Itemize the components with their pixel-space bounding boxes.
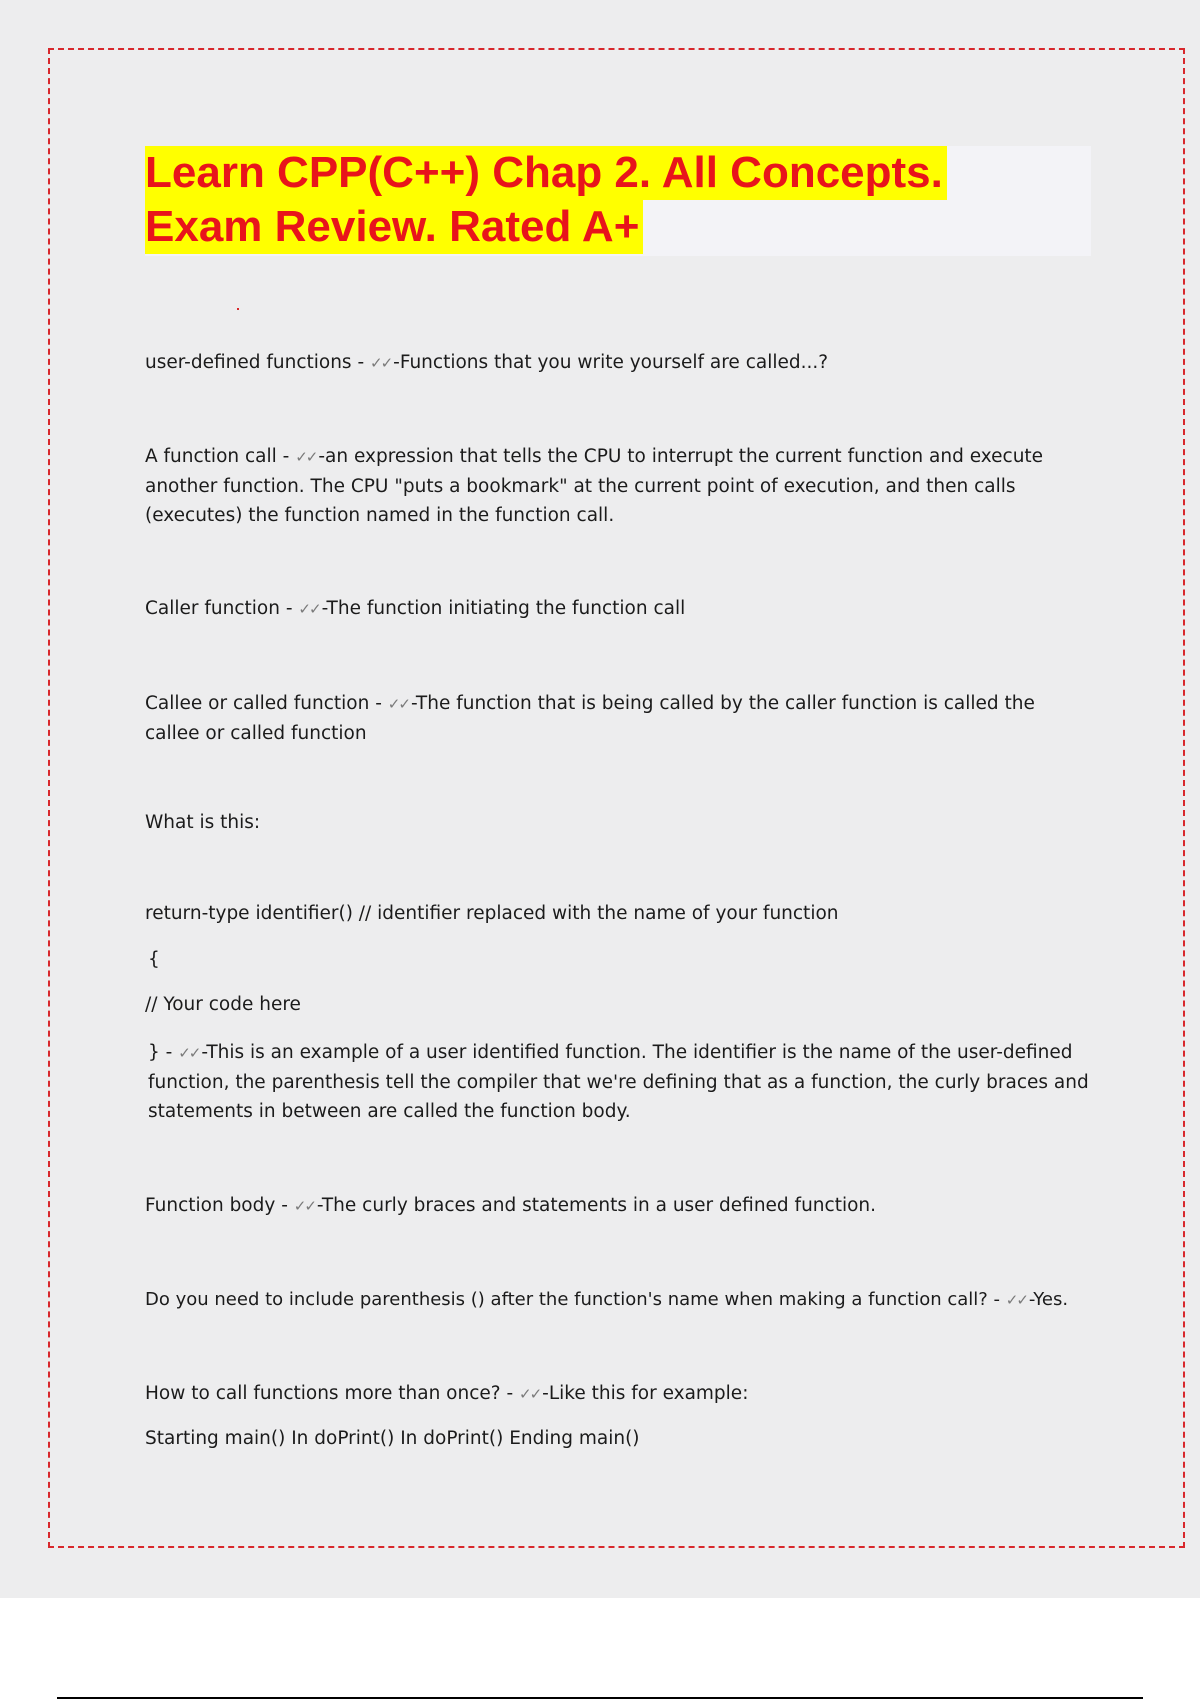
page-border (48, 48, 1185, 1548)
qa-answer: -an expression that tells the CPU to interrupt the current function and execute another function. The CPU "puts a bookmark" at the current point of execution, and then calls (executes) the function named in the function call. (145, 446, 1044, 526)
double-check-icon: ✓✓ (293, 1197, 315, 1215)
qa-item-function-call (145, 442, 1095, 530)
double-check-icon: ✓✓ (298, 600, 320, 618)
qa-term: Do you need to include parenthesis () after the function's name when making a function call? - (145, 1289, 1006, 1310)
qa-answer: -The function that is being called by the caller function is called the callee or called function (145, 693, 1035, 744)
document-title-line-2: Exam Review. Rated A+ (145, 200, 643, 254)
qa-item-caller-function (145, 594, 1095, 624)
document-title-line-1: Learn CPP(C++) Chap 2. All Concepts. (145, 146, 947, 200)
stray-red-dot (237, 308, 239, 310)
qa-item-call-more-than-once (145, 1379, 1095, 1409)
code-close-brace: } - (148, 1042, 179, 1063)
double-check-icon: ✓✓ (1005, 1291, 1027, 1309)
code-line-signature: return-type identifier() // identifier replaced with the name of your function (145, 903, 839, 924)
qa-answer: -Yes. (1028, 1289, 1069, 1310)
double-check-icon: ✓✓ (519, 1385, 541, 1403)
qa-answer: -The function initiating the function call (321, 598, 686, 619)
qa-answer: -The curly braces and statements in a user defined function. (316, 1195, 877, 1216)
qa-answer: -This is an example of a user identified function. The identifier is the name of the user-defined function, the parenthesis tell the compiler that we're defining that as a function, the curly braces and statements in between are called the function body. (148, 1042, 1089, 1122)
qa-prompt-what-is-this: What is this: (145, 812, 261, 833)
qa-item-parenthesis (145, 1285, 1105, 1315)
qa-item-user-defined-functions (145, 348, 1095, 378)
qa-example-output: Starting main() In doPrint() In doPrint() Ending main() (145, 1428, 640, 1449)
qa-answer: -Like this for example: (542, 1383, 749, 1404)
qa-term: How to call functions more than once? - (145, 1383, 520, 1404)
qa-item-function-body (145, 1191, 1095, 1221)
qa-term: Caller function - (145, 598, 299, 619)
qa-item-function-example (148, 1038, 1098, 1126)
double-check-icon: ✓✓ (370, 354, 392, 372)
code-line-comment: // Your code here (145, 994, 301, 1015)
bottom-divider (57, 1697, 1143, 1699)
double-check-icon: ✓✓ (295, 448, 317, 466)
qa-term: user-defined functions - (145, 352, 370, 373)
double-check-icon: ✓✓ (387, 695, 409, 713)
qa-item-callee-function (145, 689, 1095, 748)
qa-answer: -Functions that you write yourself are called...? (393, 352, 829, 373)
qa-term: Callee or called function - (145, 693, 388, 714)
qa-term: A function call - (145, 446, 296, 467)
qa-term: Function body - (145, 1195, 294, 1216)
double-check-icon: ✓✓ (178, 1044, 200, 1062)
code-line-open-brace: { (148, 949, 160, 970)
